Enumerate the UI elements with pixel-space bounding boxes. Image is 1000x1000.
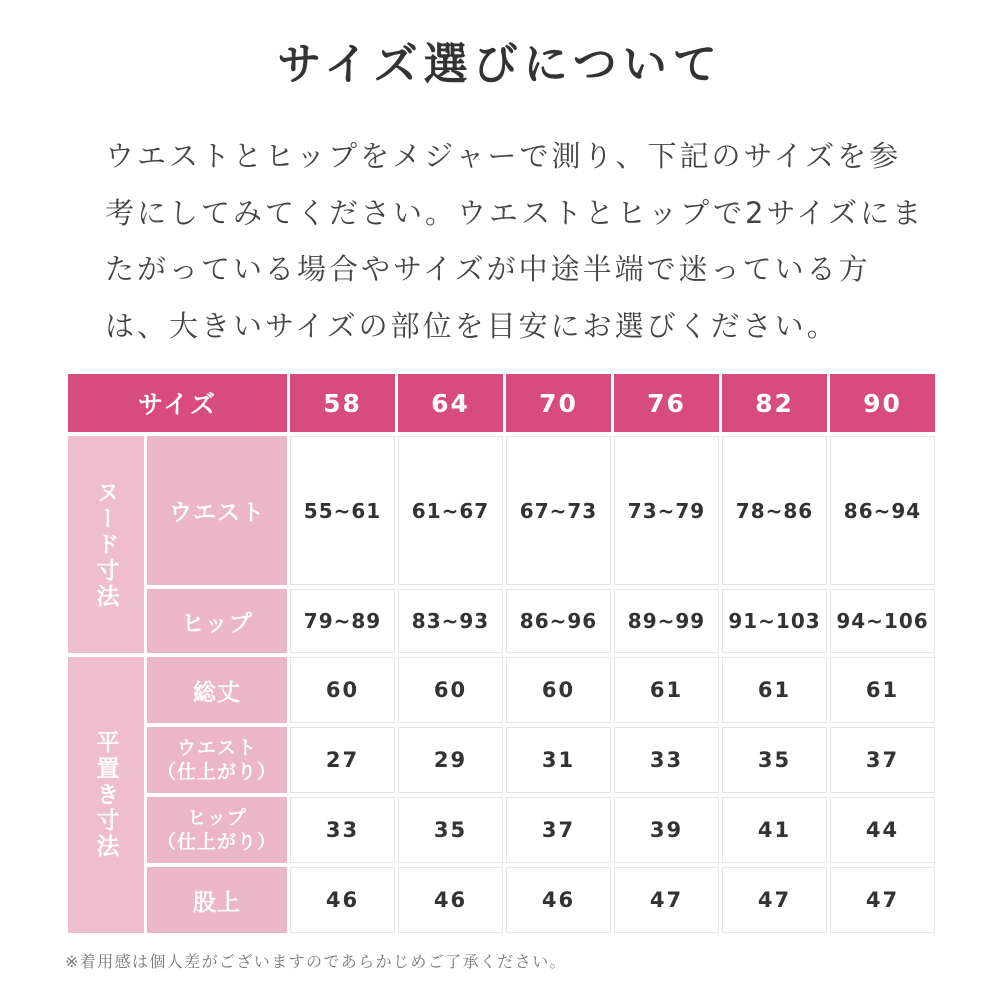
description-line: 考にしてみてください。ウエストとヒップで2サイズにま bbox=[105, 195, 925, 230]
table-cell: 46 bbox=[290, 867, 395, 933]
description-line: ウエストとヒップをメジャーで測り、下記のサイズを参 bbox=[105, 139, 902, 173]
description bbox=[105, 128, 935, 354]
header-size: 90 bbox=[830, 374, 935, 432]
row-label-rise bbox=[147, 867, 287, 933]
table-cell: 61 bbox=[830, 657, 935, 723]
table-cell: 55~61 bbox=[290, 436, 395, 585]
group-label-text: 平置き寸法 bbox=[92, 730, 119, 860]
table-cell: 35 bbox=[722, 727, 827, 793]
row-label-total-length bbox=[147, 657, 287, 723]
row-label-text: ヒップ bbox=[181, 610, 253, 637]
table-cell: 37 bbox=[506, 797, 611, 863]
page-title: サイズ選びについて bbox=[277, 39, 723, 90]
table-cell: 86~94 bbox=[830, 436, 935, 585]
row-label-finished-waist bbox=[147, 727, 287, 793]
table-cell: 47 bbox=[830, 867, 935, 933]
table-cell: 73~79 bbox=[614, 436, 719, 585]
header-size-label: サイズ bbox=[68, 374, 287, 432]
row-label-text: ウエスト bbox=[169, 500, 265, 526]
table-cell: 31 bbox=[506, 727, 611, 793]
table-cell: 61~67 bbox=[398, 436, 503, 585]
table-cell: 60 bbox=[506, 657, 611, 723]
group-label-nude bbox=[68, 436, 144, 653]
description-line: は、大きいサイズの部位を目安にお選びください。 bbox=[105, 308, 839, 343]
header-size: 70 bbox=[506, 374, 611, 432]
row-label-text: ヒップ bbox=[187, 807, 247, 829]
table-cell: 27 bbox=[290, 727, 395, 793]
header-size: 76 bbox=[614, 374, 719, 432]
table-cell: 29 bbox=[398, 727, 503, 793]
table-cell: 79~89 bbox=[290, 589, 395, 653]
row-label-text: ウエスト bbox=[176, 737, 257, 759]
table-cell: 83~93 bbox=[398, 589, 503, 653]
table-cell: 39 bbox=[614, 797, 719, 863]
row-label-hip bbox=[147, 589, 287, 653]
table-cell: 33 bbox=[614, 727, 719, 793]
size-table bbox=[68, 374, 935, 933]
footnote: ※着用感は個人差がございますのであらかじめご了承ください。 bbox=[65, 952, 568, 971]
table-cell: 94~106 bbox=[830, 589, 935, 653]
table-cell: 35 bbox=[398, 797, 503, 863]
row-label-subtext: （仕上がり） bbox=[156, 831, 277, 853]
row-label-text: 総丈 bbox=[193, 679, 241, 706]
row-label-text: 股上 bbox=[193, 889, 241, 916]
table-cell: 47 bbox=[614, 867, 719, 933]
table-cell: 33 bbox=[290, 797, 395, 863]
table-cell: 46 bbox=[506, 867, 611, 933]
table-cell: 46 bbox=[398, 867, 503, 933]
table-cell: 44 bbox=[830, 797, 935, 863]
table-cell: 91~103 bbox=[722, 589, 827, 653]
header-size: 58 bbox=[290, 374, 395, 432]
table-cell: 67~73 bbox=[506, 436, 611, 585]
table-cell: 78~86 bbox=[722, 436, 827, 585]
table-cell: 60 bbox=[290, 657, 395, 723]
table-cell: 37 bbox=[830, 727, 935, 793]
table-cell: 60 bbox=[398, 657, 503, 723]
table-cell: 86~96 bbox=[506, 589, 611, 653]
group-label-text: ヌード寸法 bbox=[92, 479, 119, 610]
table-cell: 89~99 bbox=[614, 589, 719, 653]
group-label-flat bbox=[68, 657, 144, 933]
table-cell: 61 bbox=[722, 657, 827, 723]
row-label-waist bbox=[147, 436, 287, 585]
table-cell: 47 bbox=[722, 867, 827, 933]
table-cell: 41 bbox=[722, 797, 827, 863]
header-size: 64 bbox=[398, 374, 503, 432]
row-label-subtext: （仕上がり） bbox=[156, 761, 277, 783]
description-line: たがっている場合やサイズが中途半端で迷っている方 bbox=[105, 252, 871, 286]
row-label-finished-hip bbox=[147, 797, 287, 863]
table-cell: 61 bbox=[614, 657, 719, 723]
header-size: 82 bbox=[722, 374, 827, 432]
